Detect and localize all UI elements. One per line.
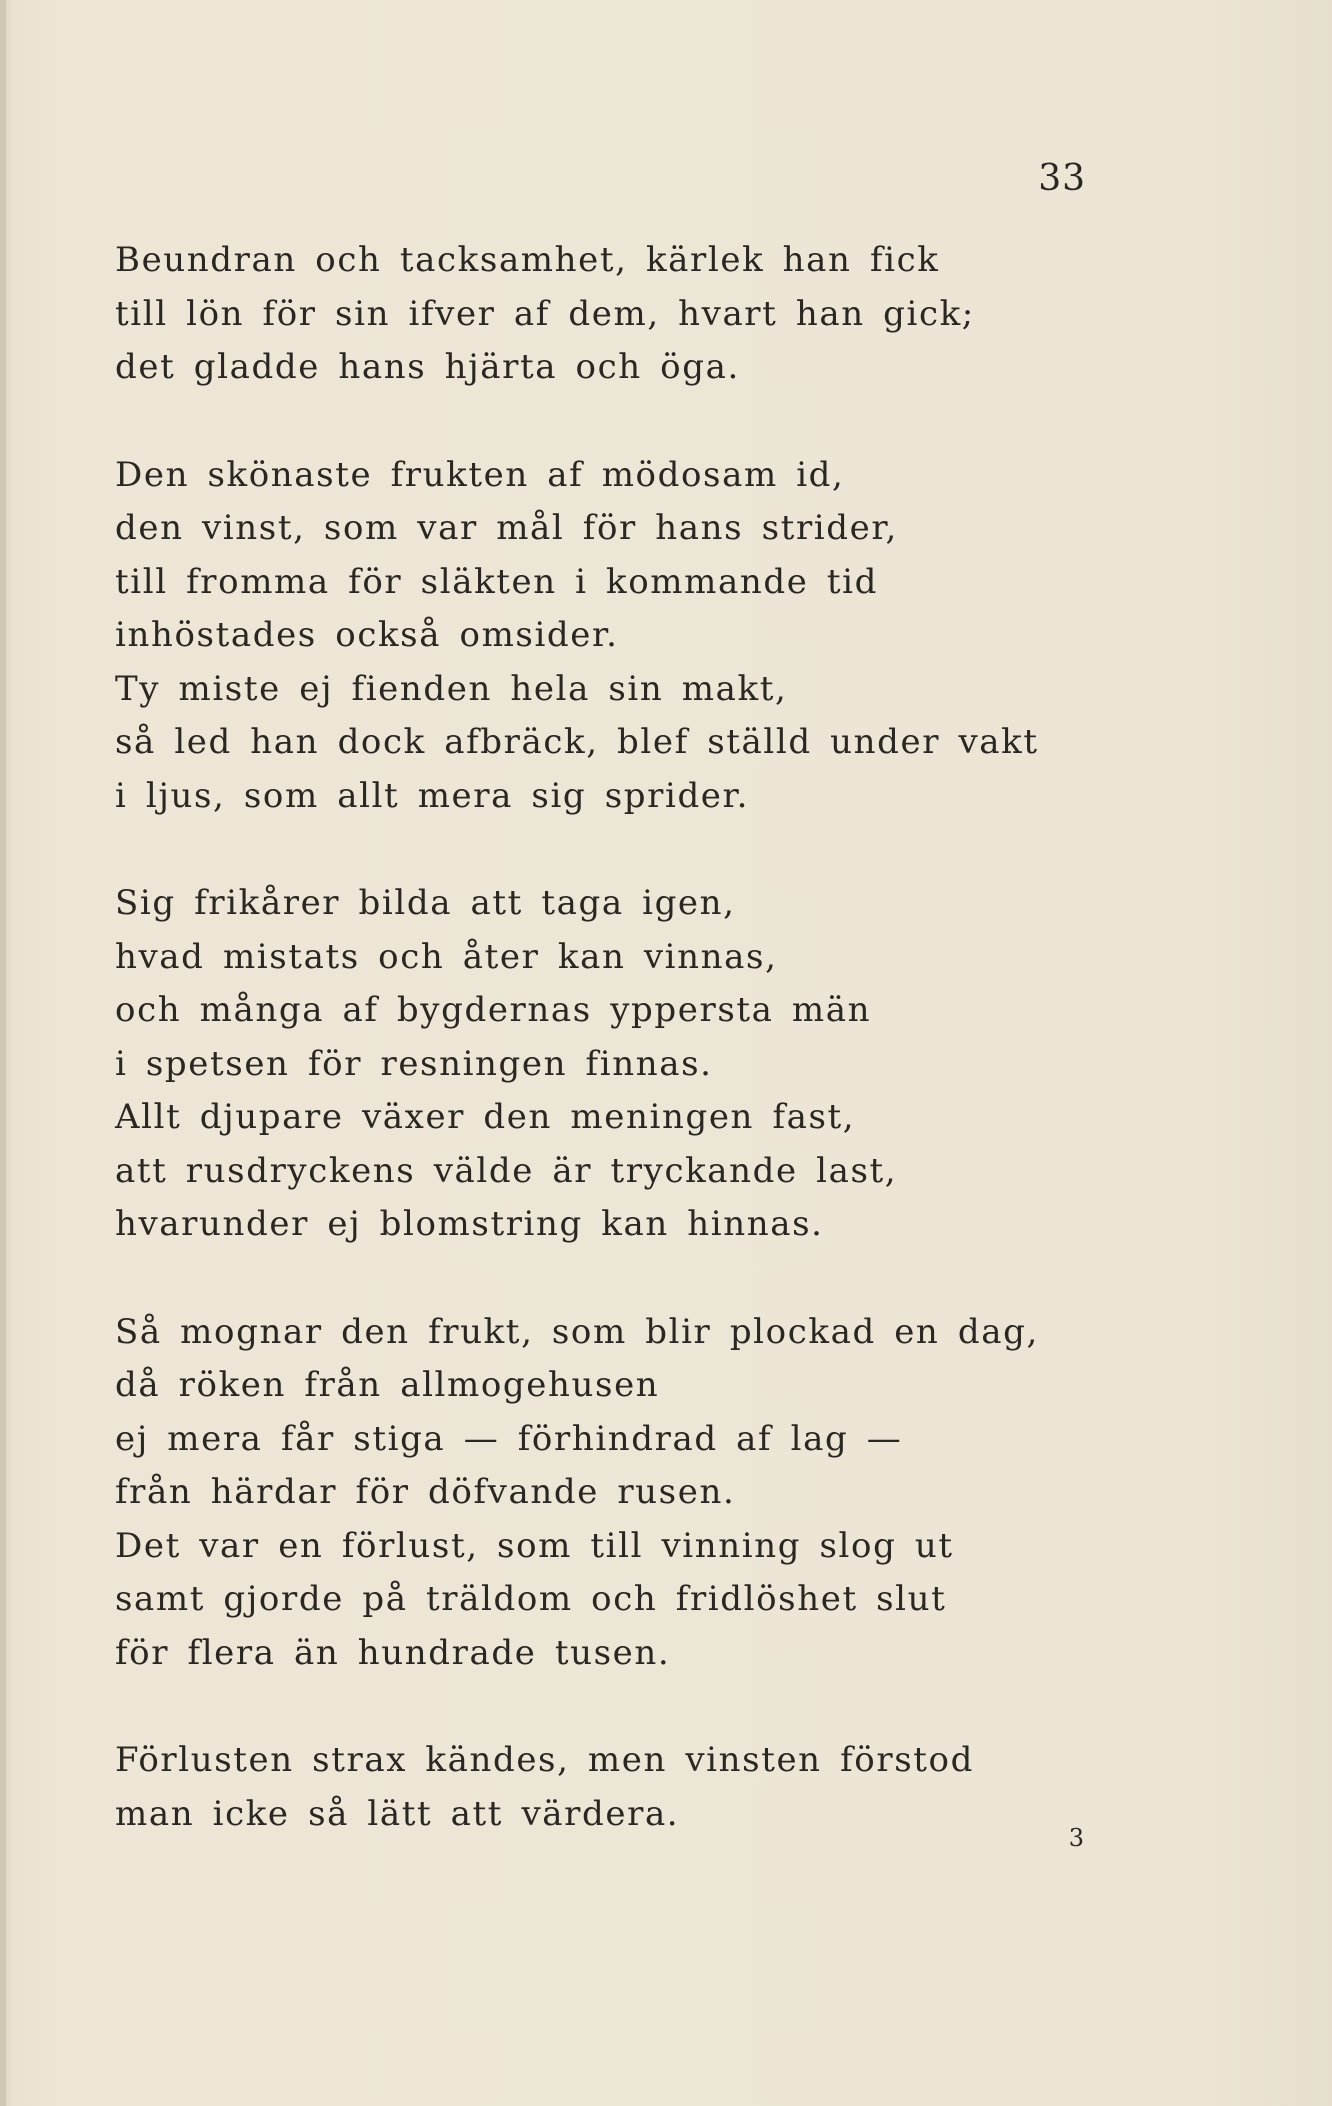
poem-line: att rusdryckens välde är tryckande last, xyxy=(115,1150,898,1191)
page-gutter-edge xyxy=(0,0,6,2106)
poem-line: i ljus, som allt mera sig sprider. xyxy=(115,775,750,816)
poem-line: Allt djupare växer den meningen fast, xyxy=(115,1097,856,1137)
poem-line: och många af bygdernas yppersta män xyxy=(115,990,872,1030)
poem-line: Sig frikårer bilda att taga igen, xyxy=(115,883,736,923)
poem-line: Beundran och tacksamhet, kärlek han fick xyxy=(115,240,940,280)
stanza-5 xyxy=(115,1734,1115,1841)
poem-line: hvad mistats och åter kan vinnas, xyxy=(115,936,778,977)
poem-line: ej mera får stiga — förhindrad af lag — xyxy=(115,1418,903,1459)
poem-line: Det var en förlust, som till vinning slog ut xyxy=(115,1525,954,1566)
poem-line: inhöstades också omsider. xyxy=(115,615,619,655)
poem-line: Förlusten strax kändes, men vinsten förstod xyxy=(115,1740,974,1780)
poem-line: i spetsen för resningen finnas. xyxy=(115,1043,713,1084)
poem-line: hvarunder ej blomstring kan hinnas. xyxy=(115,1204,824,1244)
poem-line: Ty miste ej fienden hela sin makt, xyxy=(115,668,788,709)
stanza-1 xyxy=(115,234,1115,395)
stanza-4 xyxy=(115,1306,1115,1681)
poem-line: Så mognar den frukt, som blir plockad en dag, xyxy=(115,1311,1039,1352)
poem-line: till lön för sin ifver af dem, hvart han gick; xyxy=(115,293,975,334)
stanza-2 xyxy=(115,449,1115,824)
poem-line: den vinst, som var mål för hans strider, xyxy=(115,508,898,548)
printer-signature-mark: 3 xyxy=(1068,1824,1084,1852)
poem-text xyxy=(115,234,1115,1895)
poem-line: då röken från allmogehusen xyxy=(115,1365,660,1405)
poem-line: för flera än hundrade tusen. xyxy=(115,1632,671,1673)
poem-line: från härdar för döfvande rusen. xyxy=(115,1472,736,1512)
poem-line: man icke så lätt att värdera. xyxy=(115,1793,680,1834)
stanza-3 xyxy=(115,877,1115,1252)
poem-line: samt gjorde på träldom och fridlöshet slut xyxy=(115,1579,947,1619)
poem-line: det gladde hans hjärta och öga. xyxy=(115,347,740,387)
poem-line: Den skönaste frukten af mödosam id, xyxy=(115,454,845,495)
poem-line: så led han dock afbräck, blef ställd under vakt xyxy=(115,722,1039,762)
poem-line: till fromma för släkten i kommande tid xyxy=(115,561,878,602)
page-number: 33 xyxy=(1038,158,1086,199)
